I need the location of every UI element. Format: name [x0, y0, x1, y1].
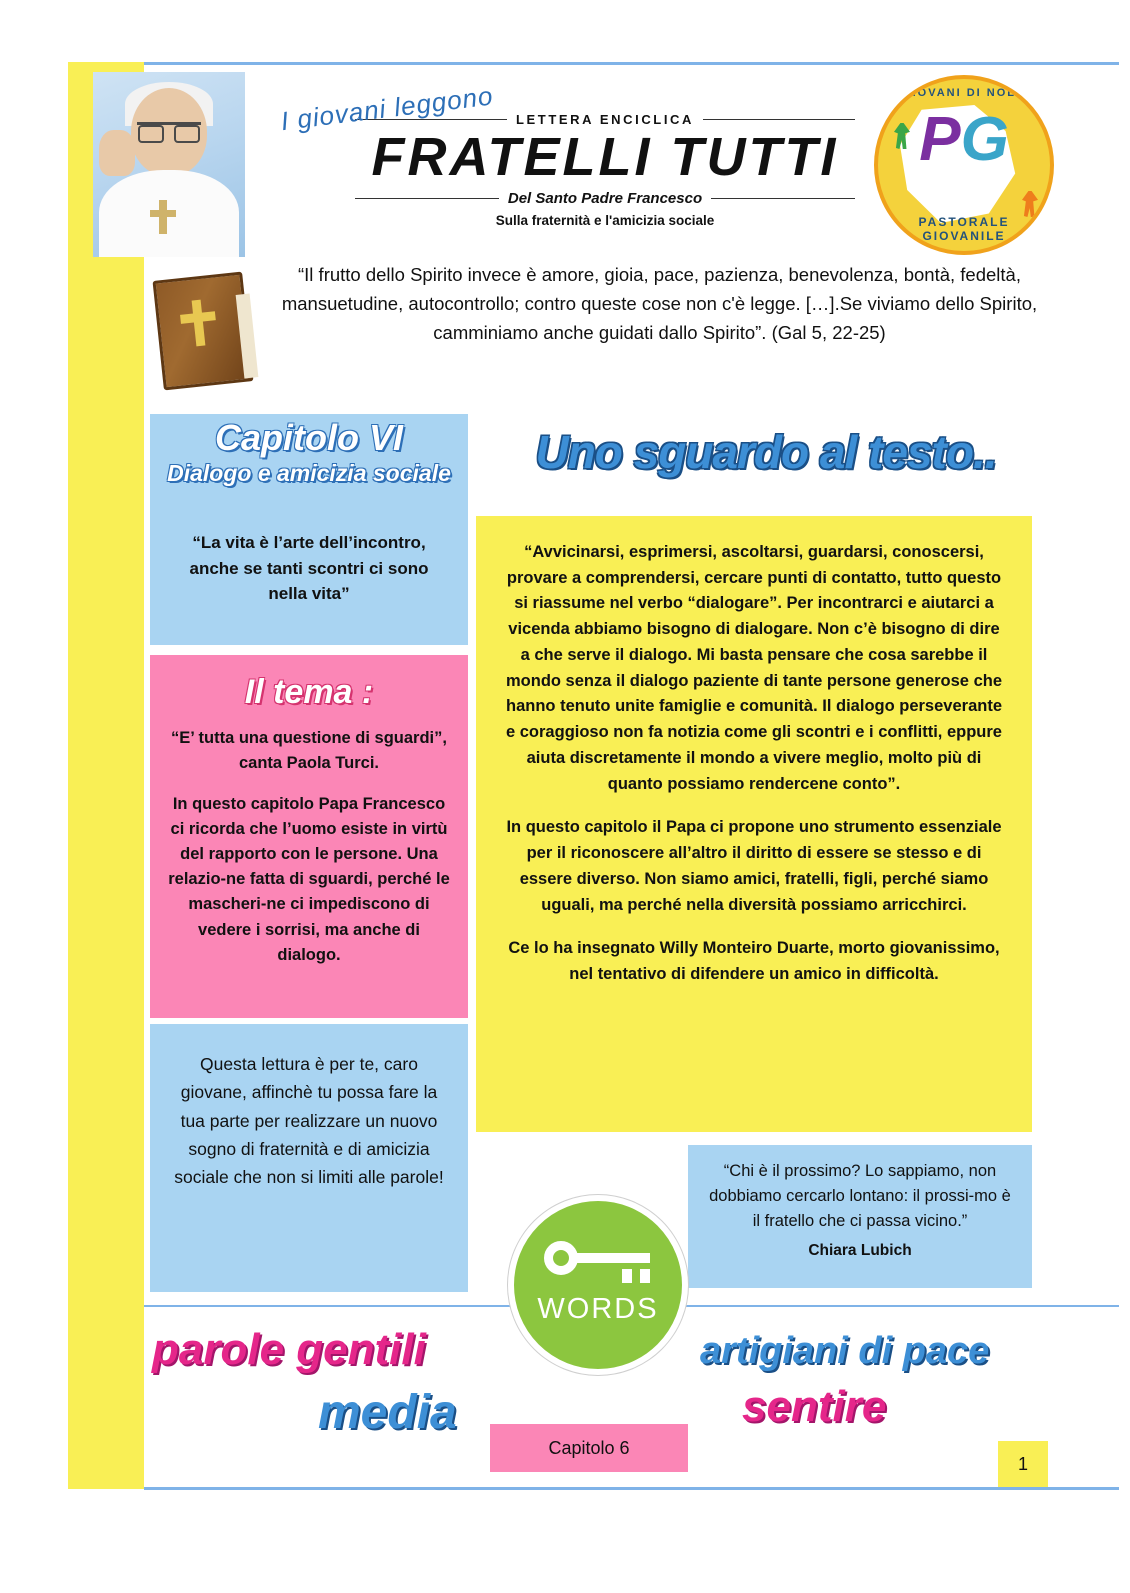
keyword-media: media — [318, 1386, 457, 1439]
logo-letter-g: G — [960, 105, 1009, 174]
top-divider — [144, 62, 1119, 65]
words-badge-label: WORDS — [537, 1293, 659, 1325]
tema-paragraph-2: In questo capitolo Papa Francesco ci ricorda che l’uomo esiste in virtù del rapporto con le persone. Una relazio-ne fatta di sguardi, perché le mascheri-ne ci impediscono di vedere i sorrisi, ma anche di dialogo. — [168, 795, 450, 964]
tema-title: Il tema : — [244, 673, 374, 711]
document-subtitle: Sulla fraternità e l'amicizia sociale — [495, 212, 715, 228]
scripture-quote: “Il frutto dello Spirito invece è amore, gioia, pace, pazienza, benevolenza, bontà, fedeltà, mansuetudine, autocontrollo; contro queste cose non c'è legge. […].Se viviamo dello Spirito, camminiamo anche guidati dallo Spirito”. (Gal 5, 22-25) — [281, 264, 1038, 344]
kicker-text: I giovani leggono — [279, 80, 495, 137]
sguardo-text-box — [476, 516, 1032, 1132]
encyclical-label: LETTERA ENCICLICA — [515, 112, 695, 127]
rule-left-2 — [355, 198, 499, 199]
pg-logo — [874, 75, 1054, 255]
logo-ring-top: GIOVANI DI NOLA — [902, 87, 1026, 99]
key-tooth-1 — [622, 1269, 632, 1283]
lubich-quote-box — [688, 1145, 1032, 1288]
sguardo-paragraph-1: “Avvicinarsi, esprimersi, ascoltarsi, guardarsi, conoscersi, provare a comprendersi, cercare punti di contatto, tutto questo si riassume nel verbo “dialogare”. Per incontrarci e aiutarci a vicenda abbiamo bisogno di dialogare. Non c’è bisogno di dire a che serve il dialogo. Mi basta pensare che cosa sarebbe il mondo senza il dialogo paziente di tante persone generose che hanno tenuto unite famiglie e comunità. Il dialogo perseverante e coraggioso non fa notizia come gli scontri e i conflitti, eppure aiuta discretamente il mondo a vivere meglio, molto più di quanto possiamo rendercene conto”. — [505, 543, 1002, 793]
pope-hand — [99, 130, 135, 176]
page-number: 1 — [998, 1441, 1048, 1487]
key-bow — [544, 1241, 578, 1275]
left-yellow-band — [68, 62, 144, 1489]
chapter-number: Capitolo VI — [215, 417, 403, 458]
author-row — [355, 190, 855, 207]
key-shaft — [574, 1253, 650, 1263]
glasses-icon — [137, 122, 201, 139]
rule-right — [703, 119, 855, 120]
sguardo-paragraph-2: In questo capitolo il Papa ci propone uno strumento essenziale per il riconoscere all’altro il diritto di essere se stesso e di essere diverso. Non siamo amici, fratelli, figli, perché siamo uguali, ma perché nella diversità possiamo arricchirci. — [506, 818, 1002, 914]
bible-icon — [150, 272, 260, 390]
lettura-box: Questa lettura è per te, caro giovane, affinchè tu possa fare la tua parte per realizzare un nuovo sogno di fraternità e di amicizia sociale che non si limiti alle parole! — [150, 1024, 468, 1292]
figure-orange-icon — [1022, 191, 1038, 217]
lubich-author: Chiara Lubich — [808, 1242, 912, 1260]
chapter-header-box — [150, 414, 468, 508]
rule-right-2 — [711, 198, 855, 199]
chapter-quote: “La vita è l’arte dell’incontro, anche se tanti scontri ci sono nella vita” — [150, 508, 468, 645]
pectoral-cross-icon — [159, 200, 167, 234]
lubich-quote: “Chi è il prossimo? Lo sappiamo, non dobbiamo cercarlo lontano: il prossi-mo è il fratello che ci passa vicino.” — [709, 1162, 1011, 1230]
author-label: Del Santo Padre Francesco — [507, 189, 703, 207]
logo-ring-bottom: PASTORALE GIOVANILE — [918, 215, 1010, 243]
pope-photo — [93, 72, 245, 257]
chapter-name: Dialogo e amicizia sociale — [167, 459, 451, 486]
section-title-sguardo: Uno sguardo al testo.. — [535, 426, 997, 478]
tema-box — [150, 655, 468, 1018]
keyword-artigiani-di-pace: artigiani di pace — [700, 1330, 990, 1372]
keyword-sentire: sentire — [742, 1382, 887, 1431]
bottom-divider — [144, 1487, 1119, 1490]
footer-chapter-label: Capitolo 6 — [490, 1424, 688, 1472]
document-title: FRATELLI TUTTI — [371, 127, 839, 187]
key-tooth-2 — [640, 1269, 650, 1283]
sguardo-paragraph-3: Ce lo ha insegnato Willy Monteiro Duarte, morto giovanissimo, nel tentativo di difendere un amico in difficoltà. — [508, 939, 1000, 984]
key-icon — [544, 1241, 652, 1275]
logo-letter-p: P — [919, 105, 961, 174]
encyclical-title-block — [355, 112, 855, 228]
keyword-parole-gentili: parole gentili — [152, 1325, 426, 1374]
words-badge — [508, 1195, 688, 1375]
tema-paragraph-1: “E’ tutta una questione di sguardi”, canta Paola Turci. — [171, 729, 447, 773]
